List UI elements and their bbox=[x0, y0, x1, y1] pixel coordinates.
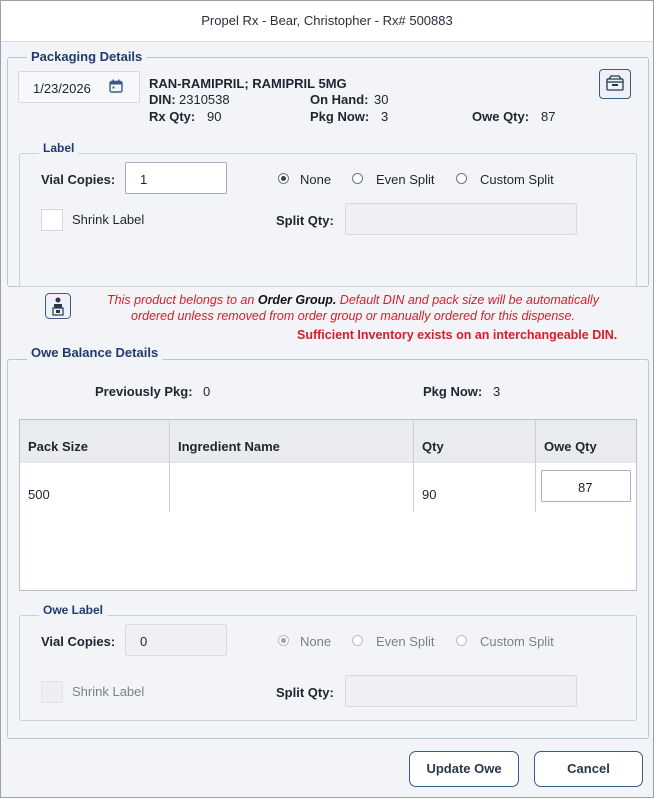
calendar-icon[interactable] bbox=[109, 79, 123, 93]
owe-vial-copies-input[interactable] bbox=[125, 624, 227, 656]
cell-qty: 90 bbox=[422, 487, 437, 502]
header-qty[interactable] bbox=[414, 420, 536, 462]
vial-copies-input[interactable] bbox=[125, 162, 227, 194]
column-divider bbox=[413, 420, 414, 512]
owe-label-legend: Owe Label bbox=[39, 603, 107, 617]
package-box-icon bbox=[600, 70, 630, 98]
order-group-notice bbox=[73, 292, 633, 324]
rxqty-label: Rx Qty: bbox=[149, 109, 196, 124]
packaging-details-legend: Packaging Details bbox=[27, 49, 146, 64]
title-bar bbox=[1, 1, 653, 42]
notice-line1-pre: This product belongs to an bbox=[107, 293, 258, 307]
header-ingredient-text: Ingredient Name bbox=[178, 439, 280, 454]
header-qty-text: Qty bbox=[422, 439, 444, 454]
table-header bbox=[20, 420, 636, 463]
split-custom-radio[interactable] bbox=[456, 173, 467, 184]
vial-copies-label: Vial Copies: bbox=[41, 172, 116, 187]
update-owe-button[interactable]: Update Owe bbox=[409, 751, 519, 787]
prev-pkg-label: Previously Pkg: bbox=[95, 384, 193, 399]
oweqty-value: 87 bbox=[541, 109, 556, 124]
header-owe-qty[interactable] bbox=[536, 420, 636, 462]
header-owe-qty-text: Owe Qty bbox=[544, 439, 597, 454]
package-box-button[interactable] bbox=[599, 69, 631, 99]
header-pack-size-text: Pack Size bbox=[28, 439, 88, 454]
owe-split-even-label[interactable]: Even Split bbox=[376, 634, 435, 649]
cancel-button[interactable]: Cancel bbox=[534, 751, 643, 787]
rxqty-value: 90 bbox=[207, 109, 222, 124]
owe-qty-input[interactable] bbox=[541, 470, 631, 502]
owe-shrink-label-checkbox[interactable] bbox=[41, 681, 63, 703]
header-ingredient[interactable] bbox=[170, 420, 414, 462]
din-value: 2310538 bbox=[179, 92, 230, 107]
pkg-now-label: Pkg Now: bbox=[423, 384, 483, 399]
owe-table bbox=[19, 419, 637, 591]
cell-pack-size: 500 bbox=[28, 487, 50, 502]
pkgnow-value: 3 bbox=[381, 109, 389, 124]
owe-split-none-radio[interactable] bbox=[278, 635, 289, 646]
notice-line1-post: Default DIN and pack size will be automatically bbox=[336, 293, 599, 307]
owe-split-none-label[interactable]: None bbox=[300, 634, 332, 649]
column-divider bbox=[169, 420, 170, 512]
owe-shrink-label-text[interactable]: Shrink Label bbox=[72, 684, 145, 699]
onhand-label: On Hand: bbox=[310, 92, 369, 107]
date-picker[interactable] bbox=[18, 71, 140, 103]
owe-split-even-radio[interactable] bbox=[352, 635, 363, 646]
drug-name: RAN-RAMIPRIL; RAMIPRIL 5MG bbox=[149, 76, 347, 91]
din-label: DIN: bbox=[149, 92, 176, 107]
split-even-radio[interactable] bbox=[352, 173, 363, 184]
owe-split-qty-input[interactable] bbox=[345, 675, 577, 707]
owe-balance-legend: Owe Balance Details bbox=[27, 345, 162, 360]
owe-vial-copies-value: 0 bbox=[140, 634, 148, 649]
split-custom-label[interactable]: Custom Split bbox=[480, 172, 554, 187]
owe-split-custom-radio[interactable] bbox=[456, 635, 467, 646]
column-divider bbox=[535, 420, 536, 512]
split-qty-label: Split Qty: bbox=[276, 213, 334, 228]
notice-line2: ordered unless removed from order group or manually ordered for this dispense. bbox=[131, 309, 575, 323]
order-group-icon bbox=[45, 293, 71, 319]
split-none-label[interactable]: None bbox=[300, 172, 332, 187]
header-pack-size[interactable] bbox=[20, 420, 170, 462]
label-legend: Label bbox=[39, 141, 78, 155]
prev-pkg-value: 0 bbox=[203, 384, 211, 399]
owe-split-qty-label: Split Qty: bbox=[276, 685, 334, 700]
oweqty-label: Owe Qty: bbox=[472, 109, 530, 124]
split-qty-input[interactable] bbox=[345, 203, 577, 235]
pkg-now-value: 3 bbox=[493, 384, 501, 399]
window-title: Propel Rx - Bear, Christopher - Rx# 500883 bbox=[201, 13, 453, 28]
split-even-label[interactable]: Even Split bbox=[376, 172, 435, 187]
pkgnow-label: Pkg Now: bbox=[310, 109, 370, 124]
inventory-warning: Sufficient Inventory exists on an interchangeable DIN. bbox=[297, 328, 618, 342]
notice-order-group: Order Group. bbox=[257, 293, 337, 307]
shrink-label-text[interactable]: Shrink Label bbox=[72, 212, 145, 227]
owe-split-custom-label[interactable]: Custom Split bbox=[480, 634, 554, 649]
owe-vial-copies-label: Vial Copies: bbox=[41, 634, 116, 649]
vial-copies-value: 1 bbox=[140, 172, 148, 187]
owe-qty-value: 87 bbox=[578, 480, 593, 495]
shrink-label-checkbox[interactable] bbox=[41, 209, 63, 231]
onhand-value: 30 bbox=[374, 92, 389, 107]
split-none-radio[interactable] bbox=[278, 173, 289, 184]
date-value: 1/23/2026 bbox=[33, 81, 91, 96]
